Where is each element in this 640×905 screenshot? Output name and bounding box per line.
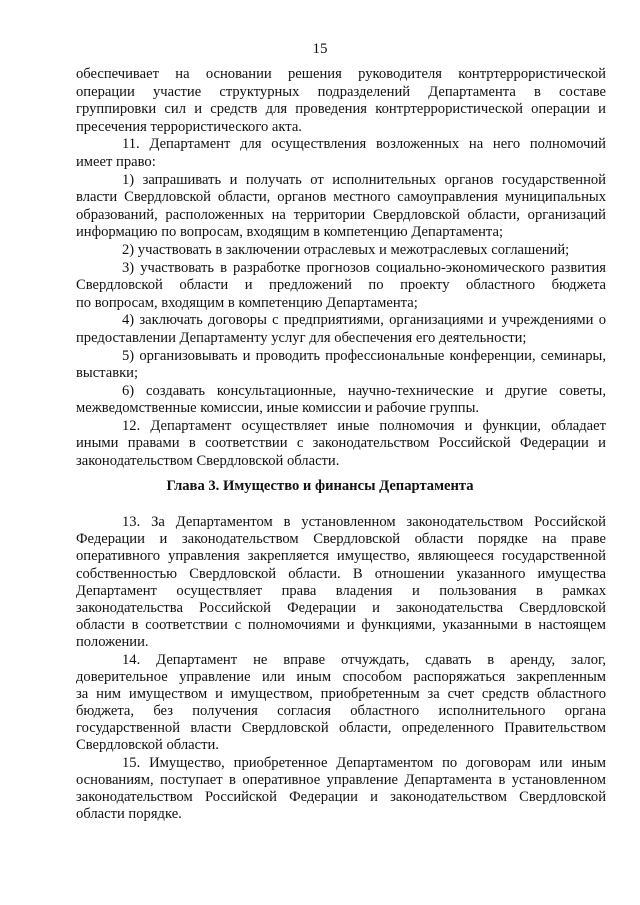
text-block-property xyxy=(76,514,606,823)
text-line: 6) создавать консультационные, научно-технические и другие советы, xyxy=(122,382,606,399)
chapter-heading: Глава 3. Имущество и финансы Департамента xyxy=(166,478,474,494)
text-line: 12. Департамент осуществляет иные полномочия и функции, обладает xyxy=(122,417,606,434)
text-line: имеет право: xyxy=(76,153,156,170)
text-line: образований, расположенных на территории Свердловской области, организаций xyxy=(76,206,606,223)
text-line: собственностью Свердловской области. В отношении указанного имущества xyxy=(76,565,606,582)
text-line: 3) участвовать в разработке прогнозов социально-экономического развития xyxy=(122,259,606,276)
text-line: операции участие структурных подразделений Департамента в составе xyxy=(76,83,606,100)
text-line: 4) заключать договоры с предприятиями, организациями и учреждениями о xyxy=(122,312,606,329)
text-line: 1) запрашивать и получать от исполнительных органов государственной xyxy=(122,171,606,188)
text-line: 14. Департамент не вправе отчуждать, сдавать в аренду, залог, xyxy=(122,651,606,668)
text-line: оперативного управления закрепляется имущество, являющееся государственной xyxy=(76,548,606,565)
page-number: 15 xyxy=(312,41,328,57)
text-line: информацию по вопросам, входящим в компетенцию Департамента; xyxy=(76,224,503,241)
text-line: иными правами в соответствии с законодательством Российской Федерации и xyxy=(76,435,606,452)
text-line: законодательством Российской Федерации и законодательством Свердловской xyxy=(76,789,606,805)
text-line: области в соответствии с полномочиями и функциями, указанными в настоящем xyxy=(76,617,606,634)
text-line: 15. Имущество, приобретенное Департаментом по договорам или иным xyxy=(122,754,606,771)
text-line: основаниям, поступает в оперативное управление Департамента в установленном xyxy=(76,771,606,788)
text-line: Департамент осуществляет права владения и пользования в рамках xyxy=(76,582,606,599)
text-line: власти Свердловской области, органов местного самоуправления муниципальных xyxy=(76,189,606,206)
text-line: 11. Департамент для осуществления возложенных на него полномочий xyxy=(122,136,606,153)
text-line: предоставлении Департаменту услуг для обеспечения его деятельности; xyxy=(76,329,527,346)
text-line: государственной власти Свердловской области, определенного Правительством xyxy=(76,720,606,737)
text-line: группировки сил и средств для проведения контртеррористической операции и xyxy=(76,101,606,118)
text-line: области порядке. xyxy=(76,806,182,823)
text-line: доверительное управление или иным способом распоряжаться закрепленным xyxy=(76,668,606,685)
text-line: 5) организовывать и проводить профессиональные конференции, семинары, xyxy=(122,347,606,364)
text-block-rights xyxy=(76,66,606,471)
text-line: Федерации и законодательством Свердловской области порядке на праве xyxy=(76,531,606,548)
text-line: положении. xyxy=(76,634,149,651)
text-line: 2) участвовать в заключении отраслевых и межотраслевых соглашений; xyxy=(122,241,570,258)
text-line: Свердловской области и предложений по проекту областного бюджета xyxy=(76,277,606,294)
text-line: выставки; xyxy=(76,365,139,382)
text-line: обеспечивает на основании решения руководителя контртеррористической xyxy=(76,66,606,82)
text-line: законодательства Российской Федерации и законодательства Свердловской xyxy=(76,599,606,616)
text-line: 13. За Департаментом в установленном законодательством Российской xyxy=(122,514,606,530)
text-line: по вопросам, входящим в компетенцию Департамента; xyxy=(76,294,418,311)
text-line: за ним имуществом и имуществом, приобретенным за счет средств областного xyxy=(76,685,606,702)
text-line: законодательством Свердловской области. xyxy=(76,453,340,470)
text-line: пресечения террористического акта. xyxy=(76,118,302,135)
text-line: межведомственные комиссии, иные комиссии и рабочие группы. xyxy=(76,400,480,417)
text-line: бюджета, без получения согласия областного исполнительного органа xyxy=(76,703,606,720)
text-line: Свердловской области. xyxy=(76,737,219,754)
